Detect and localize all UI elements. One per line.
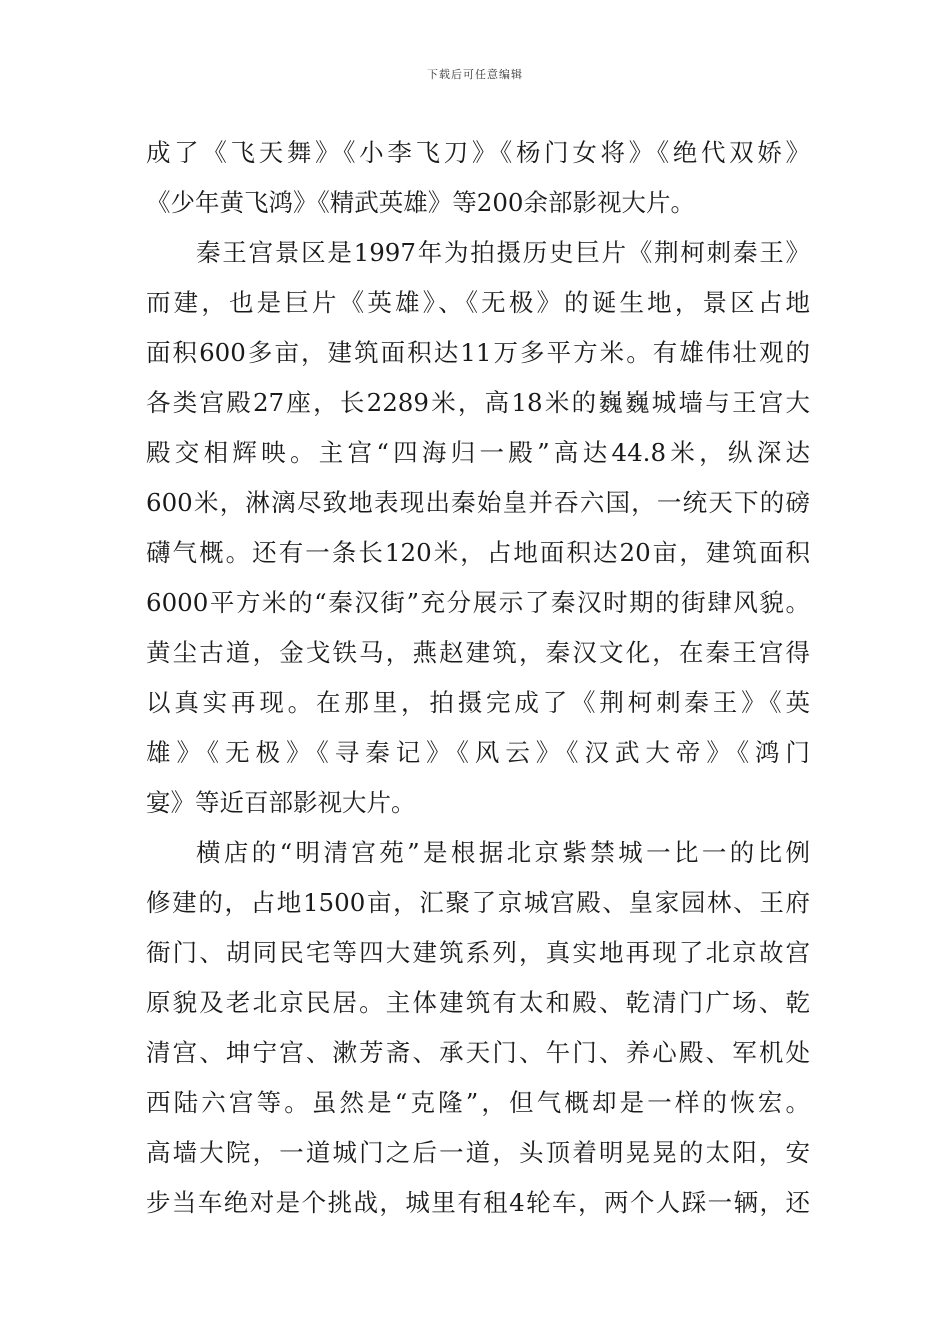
text-line: 以真实再现。在那里，拍摄完成了《荆柯刺秦王》《英	[146, 688, 810, 717]
page-header: 下载后可任意编辑	[427, 68, 523, 81]
text-line: 原貌及老北京民居。主体建筑有太和殿、乾清门广场、乾	[146, 988, 810, 1017]
text-line: 而建，也是巨片《英雄》、《无极》的诞生地，景区占地	[146, 288, 810, 317]
text-line: 600米，淋漓尽致地表现出秦始皇并吞六国，一统天下的磅	[146, 488, 810, 517]
text-line: 6000平方米的“秦汉街”充分展示了秦汉时期的街肆风貌。	[146, 588, 810, 617]
text-line: 西陆六宫等。虽然是“克隆”，但气概却是一样的恢宏。	[146, 1088, 810, 1117]
body-text	[146, 128, 810, 1228]
text-line: 高墙大院，一道城门之后一道，头顶着明晃晃的太阳，安	[146, 1138, 810, 1167]
text-line: 各类宫殿27座，长2289米，高18米的巍巍城墙与王宫大	[146, 388, 810, 417]
text-line: 衙门、胡同民宅等四大建筑系列，真实地再现了北京故宫	[146, 938, 810, 967]
text-line: 宴》等近百部影视大片。	[146, 788, 416, 817]
text-line: 雄》《无极》《寻秦记》《风云》《汉武大帝》《鸿门	[146, 738, 810, 767]
paragraph-start-line: 横店的“明清宫苑”是根据北京紫禁城一比一的比例	[196, 838, 810, 867]
text-line: 礴气概。还有一条长120米，占地面积达20亩，建筑面积	[146, 538, 810, 567]
paragraph-start-line: 秦王宫景区是1997年为拍摄历史巨片《荆柯刺秦王》	[196, 238, 810, 267]
text-line: 《少年黄飞鸿》《精武英雄》等200余部影视大片。	[146, 188, 696, 217]
text-line: 步当车绝对是个挑战，城里有租4轮车，两个人踩一辆，还	[146, 1188, 810, 1217]
text-line: 清宫、坤宁宫、漱芳斋、承天门、午门、养心殿、军机处	[146, 1038, 810, 1067]
text-line: 修建的，占地1500亩，汇聚了京城宫殿、皇家园林、王府	[146, 888, 810, 917]
text-line: 面积600多亩，建筑面积达11万多平方米。有雄伟壮观的	[146, 338, 810, 367]
text-line: 黄尘古道，金戈铁马，燕赵建筑，秦汉文化，在秦王宫得	[146, 638, 810, 667]
text-line: 成了《飞天舞》《小李飞刀》《杨门女将》《绝代双娇》	[146, 138, 810, 167]
text-line: 殿交相辉映。主宫“四海归一殿”高达44.8米，纵深达	[146, 438, 810, 467]
